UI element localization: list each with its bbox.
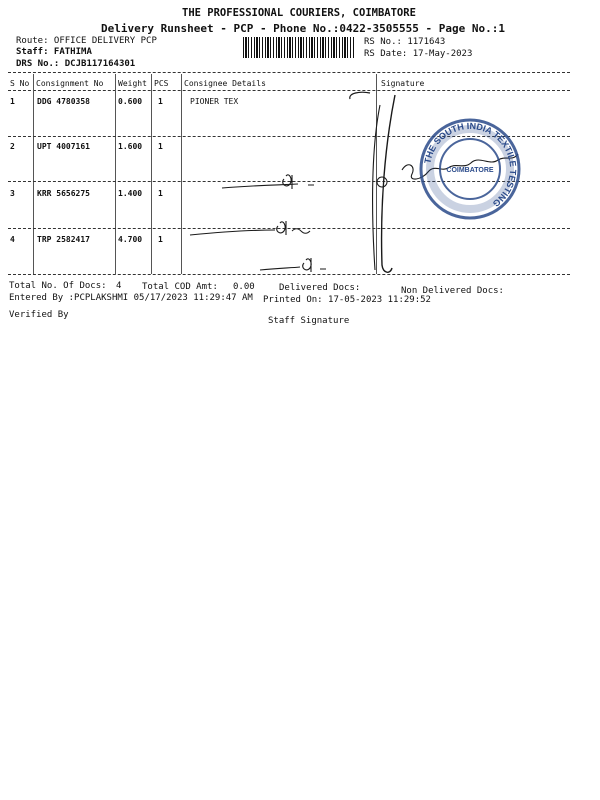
row3-sno: 3 bbox=[10, 189, 15, 198]
non-delivered-docs-label: Non Delivered Docs: bbox=[401, 286, 504, 296]
total-docs-label: Total No. Of Docs: bbox=[9, 281, 107, 291]
barcode bbox=[243, 37, 355, 58]
row1-consignment: DDG 4780358 bbox=[37, 97, 90, 106]
row1-consignee: PIONER TEX bbox=[190, 97, 239, 106]
row2-sno: 2 bbox=[10, 142, 15, 151]
col-pcs: PCS bbox=[154, 79, 169, 88]
col-consignment: Consignment No bbox=[36, 79, 104, 88]
staff-label: Staff: FATHIMA bbox=[16, 47, 92, 57]
row1-weight: 0.600 bbox=[118, 97, 143, 106]
row2-weight: 1.600 bbox=[118, 142, 143, 151]
runsheet-title: Delivery Runsheet - PCP - Phone No.:0422-3505555 - Page No.:1 bbox=[101, 22, 505, 35]
row1-sno: 1 bbox=[10, 97, 15, 106]
printed-on: Printed On: 17-05-2023 11:29:52 bbox=[263, 295, 431, 305]
col-weight: Weight bbox=[118, 79, 147, 88]
row3-pcs: 1 bbox=[158, 189, 163, 198]
company-name: THE PROFESSIONAL COURIERS, COIMBATORE bbox=[182, 7, 416, 19]
row1-pcs: 1 bbox=[158, 97, 163, 106]
table-top-rule bbox=[8, 72, 570, 73]
row4-weight: 4.700 bbox=[118, 235, 143, 244]
verified-by: Verified By bbox=[9, 310, 69, 320]
company-stamp bbox=[418, 117, 522, 221]
row2-consignment: UPT 4007161 bbox=[37, 142, 90, 151]
column-divider bbox=[33, 74, 34, 274]
row4-sno: 4 bbox=[10, 235, 15, 244]
drs-number: DRS No.: DCJB117164301 bbox=[16, 59, 136, 69]
row2-pcs: 1 bbox=[158, 142, 163, 151]
row4-consignment: TRP 2582417 bbox=[37, 235, 90, 244]
rs-number: RS No.: 1171643 bbox=[364, 37, 446, 47]
row3-consignment: KRR 5656275 bbox=[37, 189, 90, 198]
column-divider bbox=[151, 74, 152, 274]
col-consignee: Consignee Details bbox=[184, 79, 266, 88]
column-divider bbox=[115, 74, 116, 274]
stamp-outer-text: THE SOUTH INDIA TEXTILE TESTING bbox=[422, 120, 519, 209]
delivered-docs-label: Delivered Docs: bbox=[279, 283, 361, 293]
stamp-inner-text: COIMBATORE bbox=[446, 167, 494, 174]
route-label: Route: OFFICE DELIVERY PCP bbox=[16, 36, 157, 46]
total-docs-value: 4 bbox=[116, 281, 122, 291]
cod-value: 0.00 bbox=[233, 282, 255, 292]
col-sno: S No bbox=[10, 79, 30, 88]
col-signature: Signature bbox=[381, 79, 425, 88]
rs-date: RS Date: 17-May-2023 bbox=[364, 49, 473, 59]
row4-pcs: 1 bbox=[158, 235, 163, 244]
staff-signature: Staff Signature bbox=[268, 316, 350, 326]
row3-weight: 1.400 bbox=[118, 189, 143, 198]
cod-label: Total COD Amt: bbox=[142, 282, 218, 292]
entered-by: Entered By :PCPLAKSHMI 05/17/2023 11:29:47 AM bbox=[9, 293, 253, 303]
